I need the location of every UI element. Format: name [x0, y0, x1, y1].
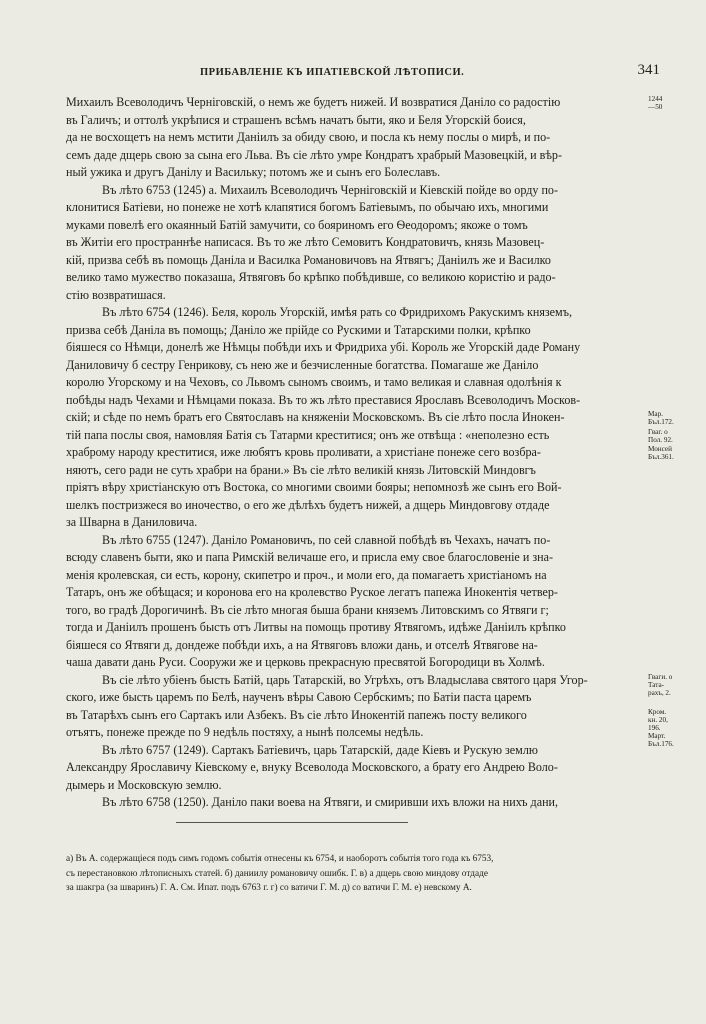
text-line: королю Угорскому и на Чеховъ, со Львомъ сыномъ своимъ, и тамо великая и славная одолѣнія к	[66, 375, 562, 389]
text-line: въ Татарѣхъ сынъ его Сартакъ или Азбекъ. Въ сіе лѣто Инокентій папежъ посту великого	[66, 707, 527, 722]
text-line: скій; и сѣде по немъ братъ его Святославъ на княженіи Московскомъ. Въ сіе лѣто посла Инокен-	[66, 410, 565, 424]
margin-note: 1244 —50	[648, 95, 663, 112]
text-line: тій папа послы своя, намовляя Батія съ Татарми креститися; онъ же отвѣща : «неполезно есть	[66, 427, 550, 442]
footnote-line: за шакгра (за шваринъ) Г. А. См. Ипат. подъ 6763 г. г) со ватичи Г. М. д) со ватичи Г. М. е) невскому А.	[66, 883, 472, 893]
page-number: 341	[637, 62, 660, 78]
text-line: Въ лѣто 6754 (1246). Беля, король Угорскій, имѣя рать со Фридрихомъ Ракускимъ княземъ,	[102, 305, 572, 319]
text-line: семъ даде дщерь свою за сына его Льва. Въ сіе лѣто умре Кондратъ храбрый Мазовецкій, и вѣр-	[66, 147, 562, 162]
text-line: храброму народу креститися, иже любятъ кровь проливати, а христіане понеже сего возбра-	[66, 445, 541, 459]
text-line: стію возвратишася.	[66, 287, 166, 302]
text-line: няютъ, сего ради не суть храбри на брани.» Въ сіе лѣто великій князь Литовскій Миндовгъ	[66, 462, 536, 477]
text-line: въ Житіи его пространнѣе написася. Въ то же лѣто Семовитъ Кондратовичъ, князь Мазовец-	[66, 235, 545, 249]
text-line: да не восхощетъ на немъ мстити Даніилъ за обиду свою, и посла къ нему послы о мирѣ, и по-	[66, 130, 551, 144]
text-line: кій, призва себѣ въ помощь Даніла и Василка Романовичовъ на Ятвягъ; Даніилъ же и Василко	[66, 252, 551, 267]
footnote-line: съ перестановкою лѣтописныхъ статей. б) даниилу романовичу ошибк. Г. в) а дщерь свою миндову отдаде	[66, 868, 488, 879]
text-line: Въ лѣто 6753 (1245) а. Михаилъ Всеволодичъ Черніговскій и Кіевскій пойде во орду по-	[102, 182, 558, 197]
text-line: Михаилъ Всеволодичъ Черніговскій, о немъ же будетъ нижей. И возвратися Даніло со радостію	[66, 95, 561, 109]
margin-note: Кром. кн. 20, 196. Март. Бъл.176.	[648, 707, 674, 749]
text-line: чаша давати дань Руси. Сооружи же и церковь прекрасную пресвятой Богородици въ Холмѣ.	[66, 655, 545, 669]
text-line: ный ужика и другъ Данілу и Васильку; потомъ же и сынъ его Болеславъ.	[66, 165, 441, 179]
margin-note: Гваг. о Пол. 92.	[648, 427, 673, 444]
text-line: Въ лѣто 6757 (1249). Сартакъ Батіевичъ, царь Татарскій, даде Кіевъ и Рускую землю	[102, 742, 538, 757]
text-line: Александру Ярославичу Кіевскому е, внуку Всеволода Московского, а брату его Андрею Воло-	[66, 760, 558, 774]
text-line: отъятъ, понеже прежде по 9 недѣль постяху, а нынѣ полсемы недѣль.	[66, 725, 424, 739]
text-line: ского, иже бысть царемъ по Белѣ, наученъ вѣры Савою Сербскимъ; по Батіи паста царемъ	[66, 690, 532, 704]
text-line: побѣды надъ Чехами и Нѣмцами показа. Въ то жъ лѣто преставися Ярославъ Всеволодичъ Москов-	[66, 392, 581, 407]
text-line: за Шварна в Даниловича.	[66, 515, 198, 529]
text-line: Даниловичу б сестру Генрикову, съ нею же и безчисленные богатства. Помагаше же Даніло	[66, 357, 539, 372]
page-header	[60, 64, 660, 86]
text-line: муками повелѣ его окаянный Батій замучити, со бояриномъ его Ѳеодоромъ; якоже о томъ	[66, 217, 528, 232]
footnotes	[66, 852, 652, 896]
text-line: дымерь и Московскую землю.	[66, 777, 222, 792]
text-line: всюду славенъ быти, яко и папа Римскій величаше его, и присла ему свое благословеніе и зна-	[66, 550, 553, 564]
text-line: велико тамо мужество показаша, Ятвяговъ бо крѣпко побѣдивше, со великою користію и радо-	[66, 270, 556, 284]
chronicle-text	[66, 94, 644, 812]
text-line: того, во градѣ Дорогичинѣ. Въ сіе лѣто многая быша брани княземъ Литовскимъ со Ятвяги г;	[66, 602, 549, 617]
text-line: клонитися Батіеви, но понеже не хотѣ клапятися богомъ Батіевымъ, по обычаю ихъ, многими	[66, 200, 549, 214]
text-line: шелкъ постризжеся во иночество, о его же дѣлѣхъ будетъ нижей, а дщерь Миндовгову отдаде	[66, 497, 550, 512]
footnote-line: а) Въ А. содержащіеся подъ симъ годомъ событія отнесены къ 6754, и наоборотъ событія того года къ 6753,	[66, 854, 494, 864]
text-line: Татаръ, онъ же обѣщася; и коронова его на кролевство Руское легатъ папежа Инокентія четвер-	[66, 585, 558, 599]
text-line: біяшеся со Нѣмци, донелѣ же Нѣмцы побѣди ихъ и Фридриха убі. Король же Угорскій даде Роману	[66, 340, 581, 354]
margin-note: Мар. Бъл.172.	[648, 410, 674, 427]
text-line: біяшеся со Ятвяги д, дондеже побѣди ихъ, а на Ятвяговъ вложи дань, и отселѣ Ятвягове на-	[66, 637, 538, 652]
running-title: ПРИБАВЛЕНІЕ КЪ ИПАТІЕВСКОЙ ЛѢТОПИСИ.	[200, 67, 465, 78]
text-line: въ Галичъ; и оттолѣ укрѣпися и страшенъ всѣмъ начатъ быти, яко и Беля Угорскій боися,	[66, 112, 526, 127]
text-line: Въ лѣто 6755 (1247). Даніло Романовичъ, по сей славной побѣдѣ въ Чехахъ, начатъ по-	[102, 532, 551, 547]
text-line: менія кролевская, си есть, корону, скипетро и проч., и моли его, да помагаетъ христіаномъ на	[66, 567, 547, 582]
text-line: тогда и Даніилъ прошенъ бысть отъ Литвы на помощь противу Ятвягомъ, идѣже Даніилъ крѣпко	[66, 620, 566, 634]
text-line: пріятъ вѣру христіанскую отъ Востока, со многими своими бояры; непомнозѣ же сынъ его Вой-	[66, 480, 562, 494]
margin-note: Монсей Бъл.361.	[648, 445, 674, 462]
text-line: Въ сіе лѣто убіенъ бысть Батій, царь Татарскій, во Угрѣхъ, отъ Владыслава святого царя Угор-	[102, 672, 588, 687]
text-line: Въ лѣто 6758 (1250). Даніло паки воева на Ятвяги, и смиривши ихъ вложи на нихъ дани,	[102, 795, 559, 809]
text-line: призва себѣ Даніла въ помощь; Даніло же прійде со Рускими и Татарскими полки, крѣпко	[66, 322, 531, 337]
footnote-rule	[176, 822, 408, 823]
margin-note: Гваги. о Тата- рахъ, 2.	[648, 672, 673, 697]
